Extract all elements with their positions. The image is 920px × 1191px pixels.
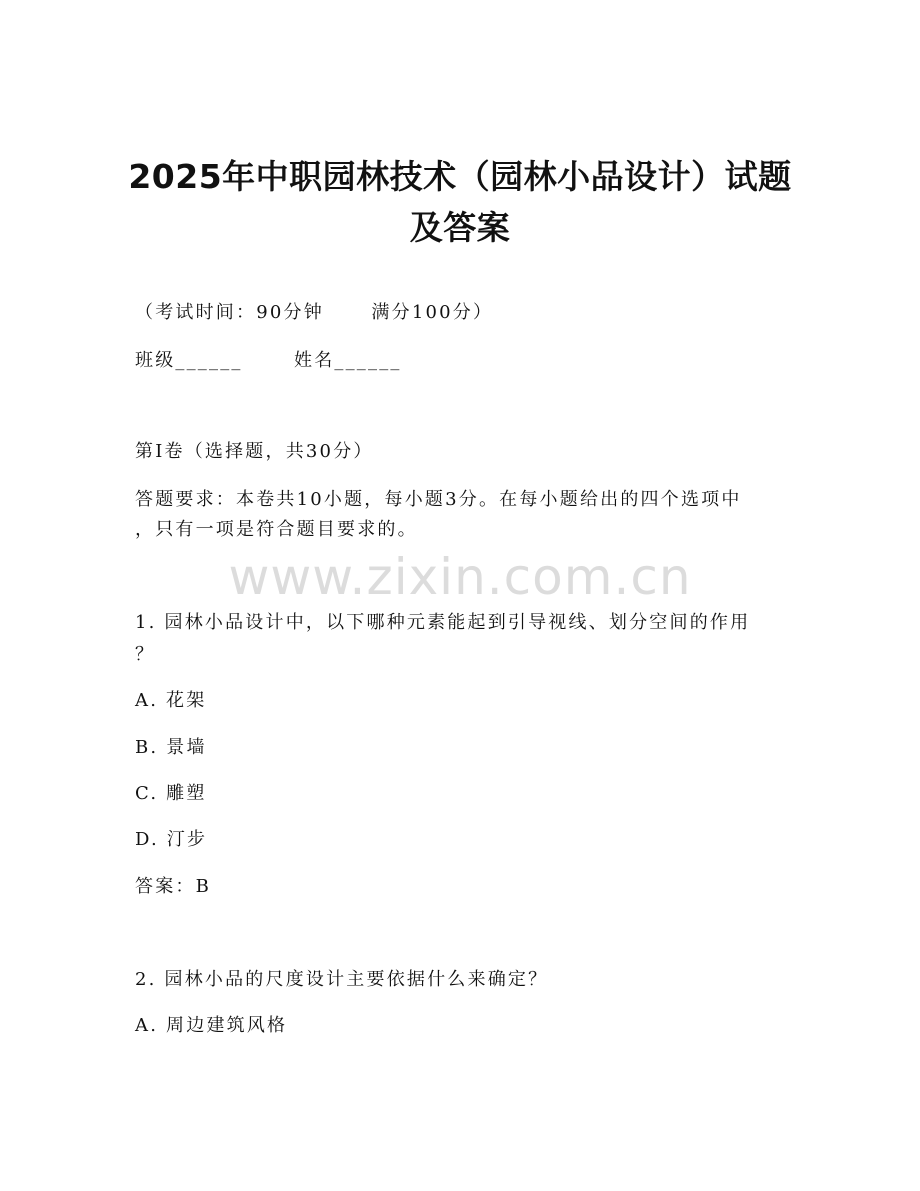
question-stem-line-1: 2. 园林小品的尺度设计主要依据什么来确定？ xyxy=(135,969,549,990)
option-c: C. 雕塑 xyxy=(135,783,207,804)
option-d: D. 汀步 xyxy=(135,829,208,850)
document-title-line-1: 2025年中职园林技术（园林小品设计）试题 xyxy=(128,157,792,196)
instructions-line-1: 答题要求：本卷共10小题，每小题3分。在每小题给出的四个选项中 xyxy=(135,489,742,510)
watermark: www.zixin.com.cn xyxy=(228,548,692,606)
class-field: 班级______ xyxy=(135,350,243,371)
exam-info: （考试时间：90分钟 满分100分） xyxy=(135,302,494,323)
section-heading: 第I卷（选择题，共30分） xyxy=(135,441,374,462)
answer: 答案：B xyxy=(135,876,212,897)
question-stem-line-1: 1. 园林小品设计中，以下哪种元素能起到引导视线、划分空间的作用 xyxy=(135,612,751,633)
instructions-line-2: ，只有一项是符合题目要求的。 xyxy=(135,519,418,540)
question-stem-line-2: ？ xyxy=(135,644,156,665)
option-a: A. 周边建筑风格 xyxy=(135,1015,288,1036)
option-b: B. 景墙 xyxy=(135,737,207,758)
name-field: 姓名______ xyxy=(294,350,402,371)
option-a: A. 花架 xyxy=(135,690,207,711)
document-title-line-2: 及答案 xyxy=(409,208,511,247)
